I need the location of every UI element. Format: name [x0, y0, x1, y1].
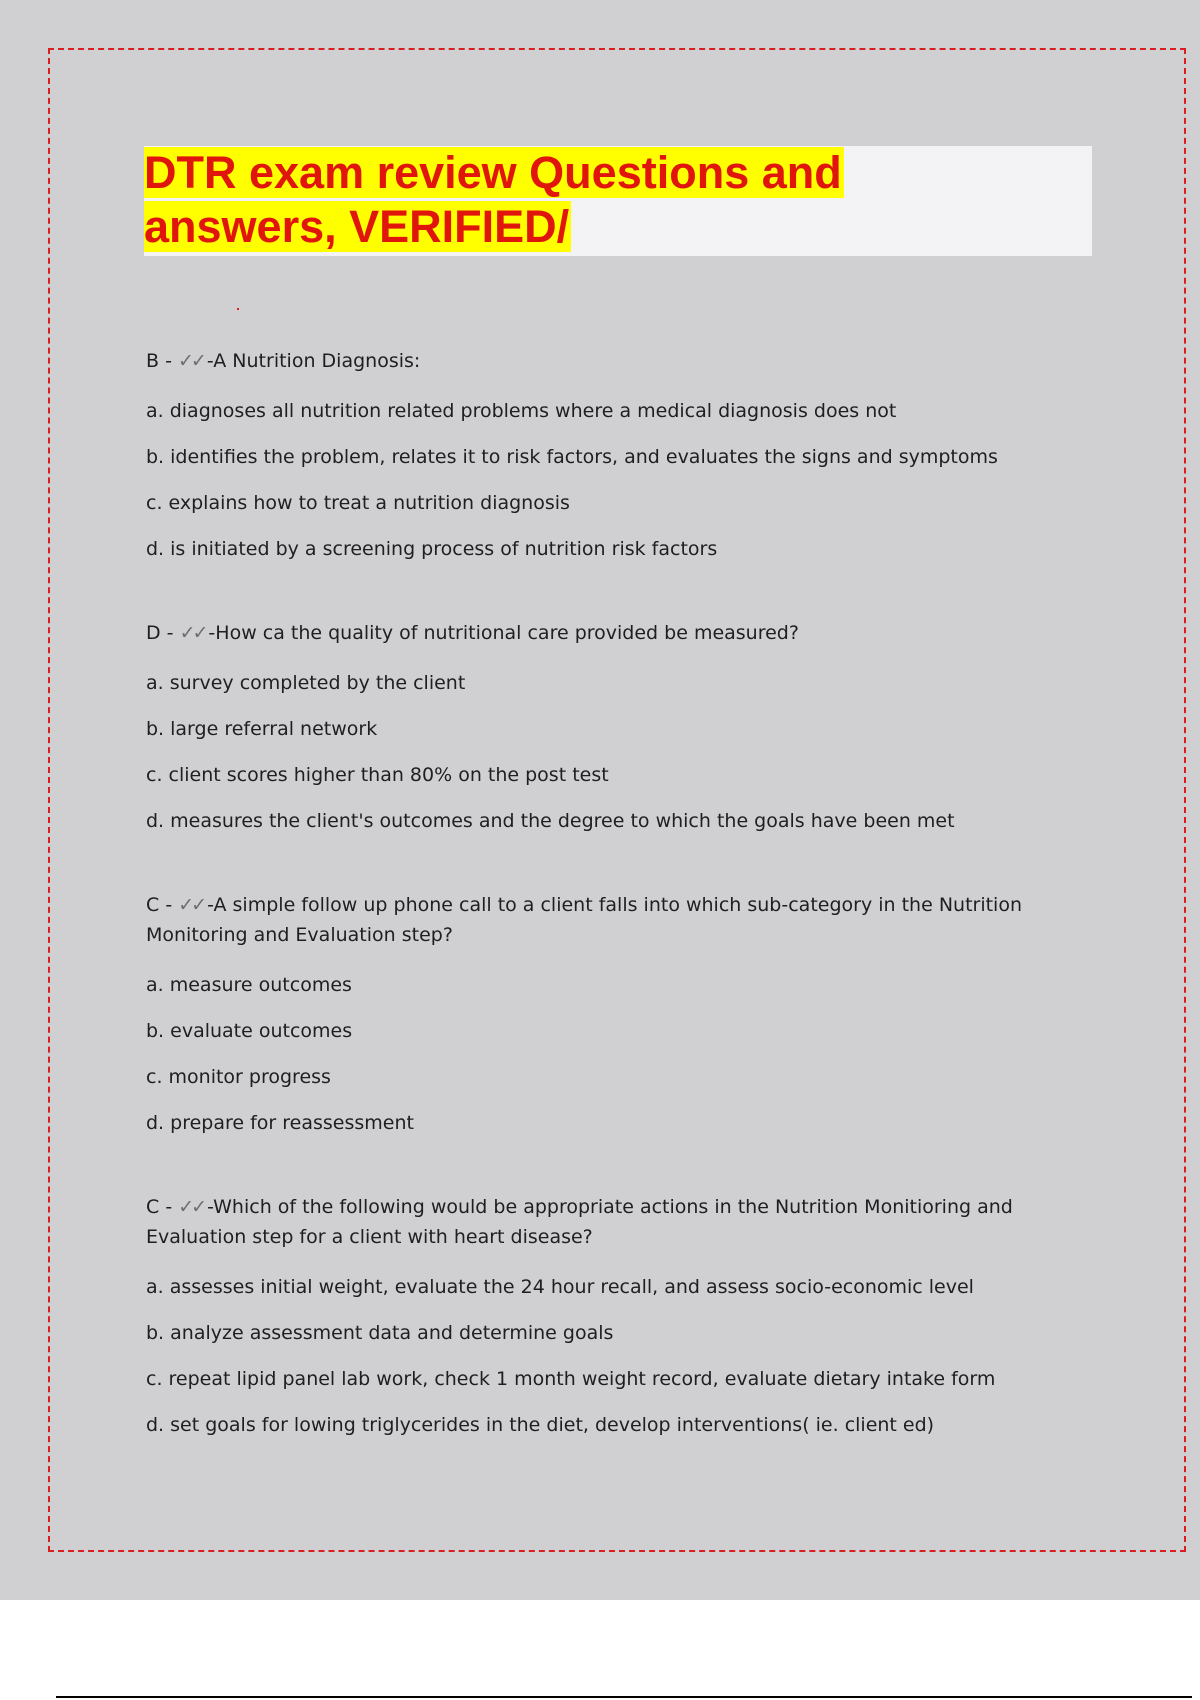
answer-option: d. prepare for reassessment: [146, 1112, 414, 1134]
document-title: [144, 146, 1092, 254]
check-icon: ✓✓: [179, 622, 206, 644]
question-text: D - ✓✓ -How ca the quality of nutritional care provided be measured?: [146, 622, 799, 644]
answer-letter: D: [146, 622, 161, 644]
title-line-1: DTR exam review Questions and: [144, 147, 842, 198]
answer-option: b. analyze assessment data and determine goals: [146, 1322, 614, 1344]
check-icon: ✓✓: [178, 894, 205, 916]
answer-letter: C: [146, 894, 160, 916]
answer-option: a. assesses initial weight, evaluate the 24 hour recall, and assess socio-economic level: [146, 1276, 974, 1298]
answer-option: d. measures the client's outcomes and the degree to which the goals have been met: [146, 810, 955, 832]
answer-option: d. set goals for lowing triglycerides in the diet, develop interventions( ie. client ed): [146, 1414, 935, 1436]
question-stem: -A simple follow up phone call to a client falls into which sub-category in the Nutrition Monitoring and Evaluation step?: [146, 894, 1023, 946]
title-box: [144, 146, 1092, 256]
question-stem: -Which of the following would be appropriate actions in the Nutrition Monitioring and Evaluation step for a client with heart disease?: [146, 1196, 1013, 1248]
questions-list: [146, 346, 1046, 1494]
question-stem: -How ca the quality of nutritional care provided be measured?: [208, 622, 799, 644]
answer-option: c. explains how to treat a nutrition diagnosis: [146, 492, 570, 514]
answer-option: a. diagnoses all nutrition related problems where a medical diagnosis does not: [146, 400, 897, 422]
question-stem: -A Nutrition Diagnosis:: [206, 350, 421, 372]
answer-option: c. client scores higher than 80% on the post test: [146, 764, 609, 786]
check-icon: ✓✓: [177, 350, 204, 372]
title-line-2: answers, VERIFIED/: [144, 201, 570, 252]
question-text: C - ✓✓ -A simple follow up phone call to a client falls into which sub-category in the Nutrition Monitoring and Evaluation step?: [146, 894, 1023, 946]
answer-option: b. large referral network: [146, 718, 378, 740]
question-block: [146, 618, 1046, 844]
stray-dot: [237, 308, 239, 310]
question-block: [146, 890, 1046, 1146]
answer-letter: C: [146, 1196, 160, 1218]
answer-option: b. evaluate outcomes: [146, 1020, 353, 1042]
answer-option: b. identifies the problem, relates it to risk factors, and evaluates the signs and symptoms: [146, 446, 998, 468]
question-text: B - ✓✓ -A Nutrition Diagnosis:: [146, 350, 421, 372]
answer-option: d. is initiated by a screening process of nutrition risk factors: [146, 538, 718, 560]
answer-option: c. monitor progress: [146, 1066, 331, 1088]
question-block: [146, 1192, 1046, 1448]
check-icon: ✓✓: [178, 1196, 205, 1218]
answer-option: a. measure outcomes: [146, 974, 352, 996]
answer-option: c. repeat lipid panel lab work, check 1 month weight record, evaluate dietary intake form: [146, 1368, 996, 1390]
next-page-rule: [56, 1696, 1192, 1698]
question-text: C - ✓✓ -Which of the following would be appropriate actions in the Nutrition Monitioring and Evaluation step for a client with heart disease?: [146, 1196, 1013, 1248]
answer-option: a. survey completed by the client: [146, 672, 466, 694]
question-block: [146, 346, 1046, 572]
answer-letter: B: [146, 350, 160, 372]
